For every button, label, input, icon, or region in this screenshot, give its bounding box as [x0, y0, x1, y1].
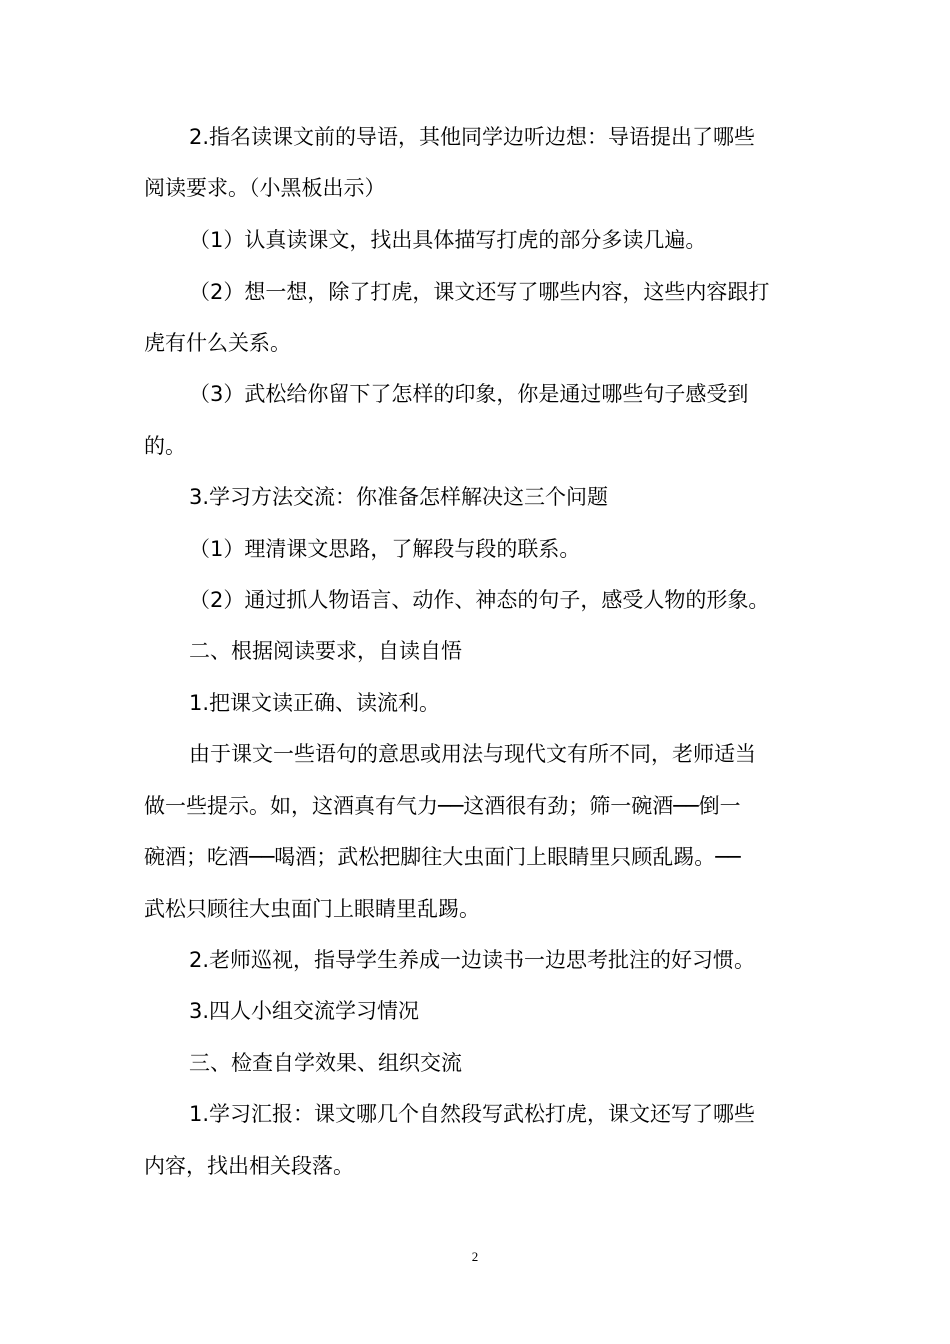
- text-line: 阅读要求。（小黑板出示）: [144, 176, 386, 200]
- text-line: （1）认真读课文，找出具体描写打虎的部分多读几遍。: [189, 228, 707, 252]
- text-line: （3）武松给你留下了怎样的印象，你是通过哪些句子感受到: [189, 382, 749, 406]
- text-line: 碗酒；吃酒──喝酒；武松把脚往大虫面门上眼睛里只顾乱踢。──: [144, 845, 741, 869]
- text-line: 的。: [144, 434, 186, 458]
- text-line: 2.老师巡视，指导学生养成一边读书一边思考批注的好习惯。: [189, 948, 756, 972]
- section-heading: 三、检查自学效果、组织交流: [189, 1051, 462, 1075]
- text-line: 武松只顾往大虫面门上眼睛里乱踢。: [144, 897, 480, 921]
- text-line: 1.学习汇报：课文哪几个自然段写武松打虎，课文还写了哪些: [189, 1102, 756, 1126]
- text-line: （2）想一想，除了打虎，课文还写了哪些内容，这些内容跟打: [189, 280, 770, 304]
- text-line: 由于课文一些语句的意思或用法与现代文有所不同，老师适当: [189, 742, 756, 766]
- text-line: 2.指名读课文前的导语，其他同学边听边想：导语提出了哪些: [189, 125, 756, 149]
- section-heading: 二、根据阅读要求，自读自悟: [189, 639, 462, 663]
- text-line: （1）理清课文思路，了解段与段的联系。: [189, 537, 581, 561]
- text-line: 虎有什么关系。: [144, 331, 291, 355]
- text-line: 内容，找出相关段落。: [144, 1154, 354, 1178]
- text-line: 3.四人小组交流学习情况: [189, 999, 420, 1023]
- page-number: 2: [471, 1249, 479, 1264]
- text-line: （2）通过抓人物语言、动作、神态的句子，感受人物的形象。: [189, 588, 770, 612]
- text-line: 3.学习方法交流：你准备怎样解决这三个问题: [189, 485, 609, 509]
- text-line: 1.把课文读正确、读流利。: [189, 691, 441, 715]
- text-line: 做一些提示。如，这酒真有气力──这酒很有劲；筛一碗酒──倒一: [144, 794, 741, 818]
